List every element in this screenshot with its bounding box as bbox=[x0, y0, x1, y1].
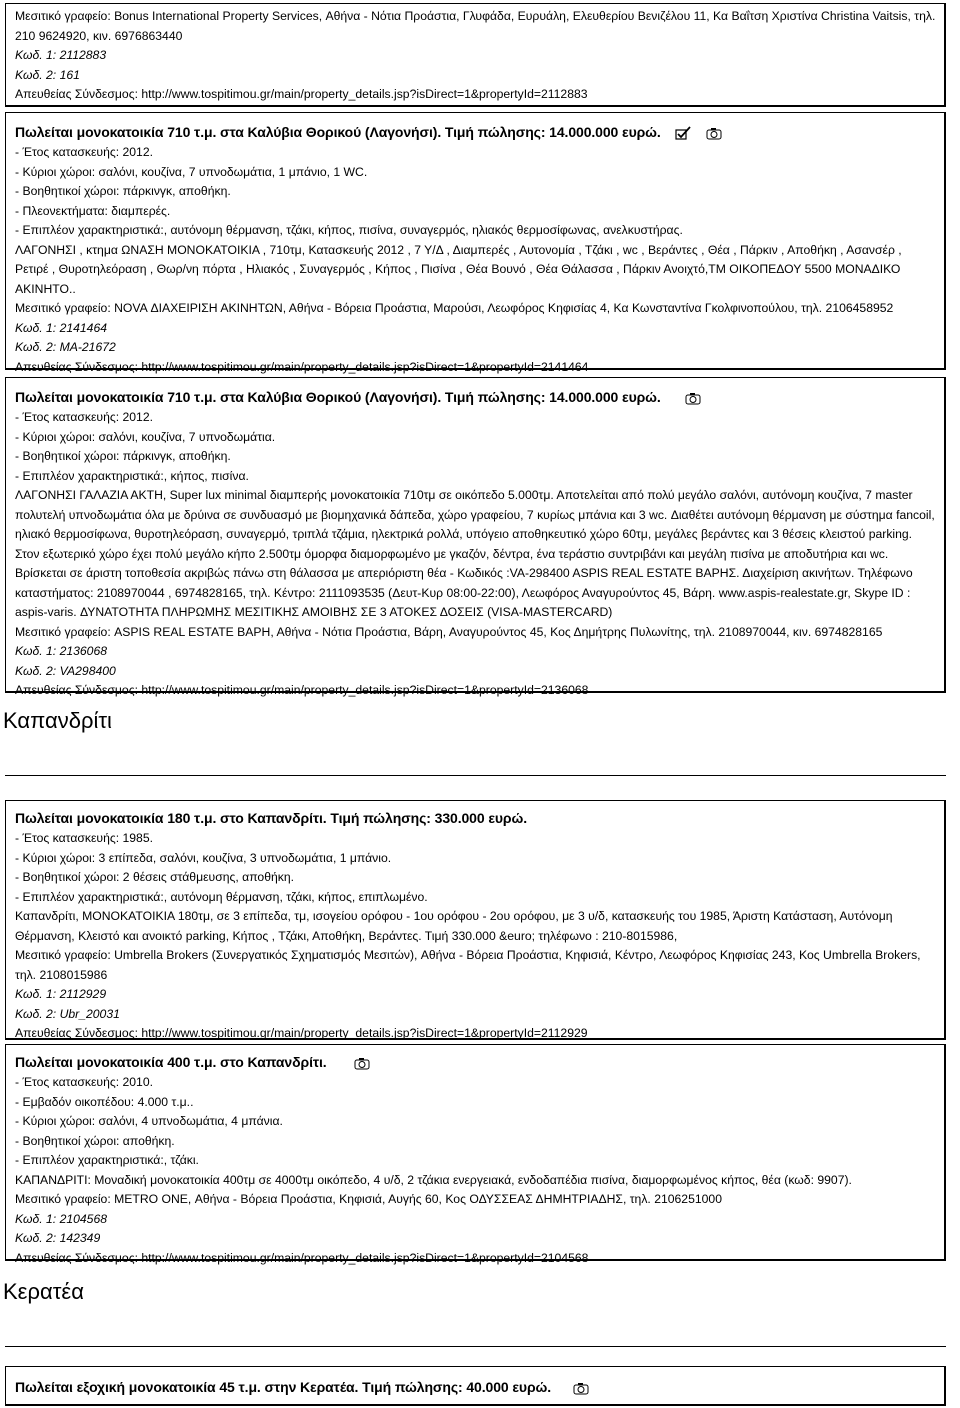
section-divider bbox=[5, 1346, 946, 1347]
detail-line: - Έτος κατασκευής: 2010. bbox=[15, 1075, 153, 1089]
listing-title bbox=[15, 1051, 936, 1073]
detail-line: - Βοηθητικοί χώροι: αποθήκη. bbox=[15, 1133, 175, 1148]
detail-line: - Βοηθητικοί χώροι: πάρκινγκ, αποθήκη. bbox=[15, 449, 231, 463]
code-2: Κωδ. 2: VA298400 bbox=[15, 663, 116, 678]
detail-line: - Έτος κατασκευής: 1985. bbox=[15, 831, 153, 845]
camera-icon bbox=[354, 1057, 370, 1070]
section-heading: Κερατέα bbox=[3, 1279, 84, 1304]
office-info: Μεσιτικό γραφείο: ASPIS REAL ESTATE ΒΑΡΗ, Αθήνα - Νότια Προάστια, Βάρη, Αναγυρούντος 45, Κος Δημήτρης Πυλωνίτης, τηλ. 2108970044, κιν. 6974828165 bbox=[15, 624, 883, 639]
section-divider bbox=[5, 775, 946, 776]
checkmark-icon bbox=[675, 126, 691, 140]
listing-title-text: Πωλείται μονοκατοικία 710 τ.μ. στα Καλύβια Θορικού (Λαγονήσι). Τιμή πώλησης: 14.000.000 ευρώ. bbox=[15, 124, 661, 140]
detail-line: - Κύριοι χώροι: σαλόνι, κουζίνα, 7 υπνοδωμάτια, 1 μπάνιο, 1 WC. bbox=[15, 164, 368, 179]
code-1: Κωδ. 1: 2104568 bbox=[15, 1211, 108, 1226]
description: ΛΑΓΟΝΗΣΙ , κτημα ΩΝΑΣΗ ΜΟΝΟΚΑΤΟΙΚΙΑ , 710τμ, Κατασκευής 2012 , 7 Υ/Δ , Διαμπερές , Αυτονομία , Τζάκι , wc , Βεράντες , Θέα , Πάρκιν , Αποθήκη , Ασανσέρ , Ρετιρέ , Θυροτηλεόραση , Θωρ/νη πόρτα , Ηλιακός , Συναγερμός , Κήπος , Πισίνα , Θέα Βουνό , Θέα Θάλασσα , Πάρκιν Ανοιχτό,ΤΜ ΟΙΚΟΠΕΔΟΥ 5500 ΜΟΝΑΔΙΚΟ ΑΚΙΝΗΤΟ.. bbox=[15, 242, 902, 296]
code-1: Κωδ. 1: 2112883 bbox=[15, 48, 107, 62]
code-1: Κωδ. 1: 2141464 bbox=[15, 320, 108, 335]
code-2: Κωδ. 2: 161 bbox=[15, 67, 80, 82]
detail-line: - Βοηθητικοί χώροι: πάρκινγκ, αποθήκη. bbox=[15, 184, 231, 198]
listing-3 bbox=[5, 377, 946, 697]
direct-link[interactable]: Απευθείας Σύνδεσμος: http://www.tospitimou.gr/main/property_details.jsp?isDirect=1&propertyId=2141464 bbox=[15, 359, 589, 374]
listing-title-text: Πωλείται εξοχική μονοκατοικία 45 τ.μ. στην Κερατέα. Τιμή πώλησης: 40.000 ευρώ. bbox=[15, 1379, 552, 1395]
detail-line: - Επιπλέον χαρακτηριστικά:, τζάκι. bbox=[15, 1153, 199, 1167]
direct-link[interactable]: Απευθείας Σύνδεσμος: http://www.tospitimou.gr/main/property_details.jsp?isDirect=1&propertyId=2104568 bbox=[15, 1250, 589, 1265]
listing-5 bbox=[5, 1044, 946, 1265]
detail-line: - Βοηθητικοί χώροι: 2 θέσεις στάθμευσης, αποθήκη. bbox=[15, 870, 295, 884]
listing-2 bbox=[5, 112, 946, 374]
office-info: Μεσιτικό γραφείο: Umbrella Brokers (Συνεργατικός Σχηματισμός Μεσιτών), Αθήνα - Βόρεια Προάστια, Κηφισιά, Κέντρο, Λεωφόρος Κηφισίας 243, Κος Umbrella Brokers, τηλ. 2108015986 bbox=[15, 948, 921, 982]
detail-line: - Επιπλέον χαρακτηριστικά:, αυτόνομη θέρμανση, τζάκι, κήπος, πισίνα, συναγερμός, ηλιακός θερμοσίφωνας, ανελκυστήρας. bbox=[15, 223, 683, 237]
office-info: Μεσιτικό γραφείο: METRO ONE, Αθήνα - Βόρεια Προάστια, Κηφισιά, Αυγής 60, Κος ΟΔΥΣΣΕΑΣ ΔΗΜΗΤΡΙΑΔΗΣ, τηλ. 2106251000 bbox=[15, 1192, 722, 1206]
listing-title: Πωλείται μονοκατοικία 180 τ.μ. στο Καπανδρίτι. Τιμή πώλησης: 330.000 ευρώ. bbox=[15, 810, 527, 826]
camera-icon bbox=[706, 127, 722, 140]
office-info: Μεσιτικό γραφείο: Bonus International Property Services, Αθήνα - Νότια Προάστια, Γλυφάδα, Ευρυάλη, Ελευθερίου Βενιζέλου 11, Κα Βαΐτση Χριστίνα Christina Vaitsis, τηλ. 210 9624920, κιν. 6976863440 bbox=[15, 9, 936, 43]
listing-4 bbox=[5, 800, 946, 1040]
listing-title bbox=[15, 386, 936, 408]
section-heading: Καπανδρίτι bbox=[3, 708, 112, 733]
detail-line: - Επιπλέον χαρακτηριστικά:, κήπος, πισίνα. bbox=[15, 468, 249, 483]
listing-tail-1 bbox=[5, 3, 946, 107]
direct-link[interactable]: Απευθείας Σύνδεσμος: http://www.tospitimou.gr/main/property_details.jsp?isDirect=1&propertyId=2112883 bbox=[15, 87, 588, 101]
camera-icon bbox=[573, 1382, 589, 1395]
listing-title-text: Πωλείται μονοκατοικία 710 τ.μ. στα Καλύβια Θορικού (Λαγονήσι). Τιμή πώλησης: 14.000.000 ευρώ. bbox=[15, 389, 661, 405]
detail-line: - Πλεονεκτήματα: διαμπερές. bbox=[15, 203, 171, 218]
code-2: Κωδ. 2: Ubr_20031 bbox=[15, 1006, 120, 1021]
direct-link[interactable]: Απευθείας Σύνδεσμος: http://www.tospitimou.gr/main/property_details.jsp?isDirect=1&propertyId=2136068 bbox=[15, 683, 589, 697]
code-1: Κωδ. 1: 2136068 bbox=[15, 644, 108, 658]
detail-line: - Κύριοι χώροι: σαλόνι, 4 υπνοδωμάτια, 4 μπάνια. bbox=[15, 1114, 283, 1128]
description: ΛΑΓΟΝΗΣΙ ΓΑΛΑΖΙΑ ΑΚΤΗ, Super lux minimal διαμπερής μονοκατοικία 710τμ σε οικόπεδο 5.000τμ. Αποτελείται από πολύ μεγάλο σαλόνι, αυτόνομη κουζίνα, 7 master πολυτελή υπνοδωμάτια όλα με δρύινα σε συνδυασμό με βιομηχανικά δάπεδα, χώρο γραφείου, 7 κυρίως μπάνια και 3 wc. Διαθέτει αυτόνομη θέρμανση με σύστημα fancoil, ηλιακό θερμοσίφωνα, θυροτηλεόραση, συναγερμό, τριπλά τζάμια, ηλεκτρικά ρολλά, υπόγειο αποθηκευτικό χώρο 60τμ, μεγάλες βεράντες και 3 θέσεις κλειστού parking. Στον εξωτερικό χώρο έχει πολύ μεγάλο κήπο 2.500τμ όμορφα διαμορφωμένο με γκαζόν, δέντρα, ένα τεράστιο συντριβάνι και μεγάλη πισίνα με αποδυτήρια και wc. Βρίσκεται σε άριστη τοποθεσία ακριβώς πάνω στη θάλασσα με απεριόριστη θέα - Κωδικός :VA-298400 ASPIS REAL ESTATE ΒΑΡΗΣ. Διαχείριση ακινήτων. Τηλέφωνο καταστήματος: 2108970044 , 6974828165, τηλ. Κέντρο: 2111093535 (Δευτ-Κυρ 08:00-22:00), Λεωφόρος Αναγυρούντος 45, Βάρη. www.aspis-realestate.gr, Skype ID : aspis-varis. ΔΥΝΑΤΟΤΗΤΑ ΠΛΗΡΩΜΗΣ ΜΕΣΙΤΙΚΗΣ ΑΜΟΙΒΗΣ ΣΕ 3 ΑΤΟΚΕΣ ΔΟΣΕΙΣ (VISA-MASTERCARD) bbox=[15, 488, 935, 619]
code-2: Κωδ. 2: 142349 bbox=[15, 1231, 101, 1245]
camera-icon bbox=[685, 392, 701, 405]
detail-line: - Κύριοι χώροι: σαλόνι, κουζίνα, 7 υπνοδωμάτια. bbox=[15, 429, 276, 444]
direct-link[interactable]: Απευθείας Σύνδεσμος: http://www.tospitimou.gr/main/property_details.jsp?isDirect=1&propertyId=2112929 bbox=[15, 1026, 588, 1040]
listing-title-text: Πωλείται μονοκατοικία 400 τ.μ. στο Καπανδρίτι. bbox=[15, 1054, 327, 1070]
listing-6 bbox=[5, 1366, 946, 1406]
detail-line: - Εμβαδόν οικοπέδου: 4.000 τ.μ.. bbox=[15, 1094, 194, 1109]
detail-line: - Κύριοι χώροι: 3 επίπεδα, σαλόνι, κουζίνα, 3 υπνοδωμάτια, 1 μπάνιο. bbox=[15, 850, 392, 865]
code-2: Κωδ. 2: MA-21672 bbox=[15, 340, 116, 354]
description: Καπανδρίτι, ΜΟΝΟΚΑΤΟΙΚΙΑ 180τμ, σε 3 επίπεδα, τμ, ισογείου ορόφου - 1ου ορόφου - 2ου ορόφου, με 3 υ/δ, κατασκευής του 1985, Άριστη Κατάσταση, Αυτόνομη Θέρμανση, Κλειστό και ανοικτό parking, Κήπος , Τζάκι, Αποθήκη, Βεράντες. Τιμή 330.000 &euro; τηλέφωνο : 210-8015986, bbox=[15, 909, 893, 943]
detail-line: - Επιπλέον χαρακτηριστικά:, αυτόνομη θέρμανση, τζάκι, κήπος, επιπλωμένο. bbox=[15, 889, 428, 904]
listing-title bbox=[15, 121, 936, 143]
detail-line: - Έτος κατασκευής: 2012. bbox=[15, 410, 153, 424]
office-info: Μεσιτικό γραφείο: NOVA ΔΙΑΧΕΙΡΙΣΗ ΑΚΙΝΗΤΩΝ, Αθήνα - Βόρεια Προάστια, Μαρούσι, Λεωφόρος Κηφισίας 4, Κα Κωνσταντίνα Γκολφινοπούλου, τηλ. 2106458952 bbox=[15, 301, 894, 315]
description: ΚΑΠΑΝΔΡΙΤΙ: Μοναδική μονοκατοικία 400τμ σε 4000τμ οικόπεδο, 4 υ/δ, 2 τζάκια ενεργειακά, ενδοδαπέδια πισίνα, διαμορφωμένος κήπος, θέα (κωδ: 9907). bbox=[15, 1172, 852, 1187]
detail-line: - Έτος κατασκευής: 2012. bbox=[15, 145, 153, 159]
code-1: Κωδ. 1: 2112929 bbox=[15, 987, 107, 1001]
listing-title bbox=[15, 1376, 936, 1398]
